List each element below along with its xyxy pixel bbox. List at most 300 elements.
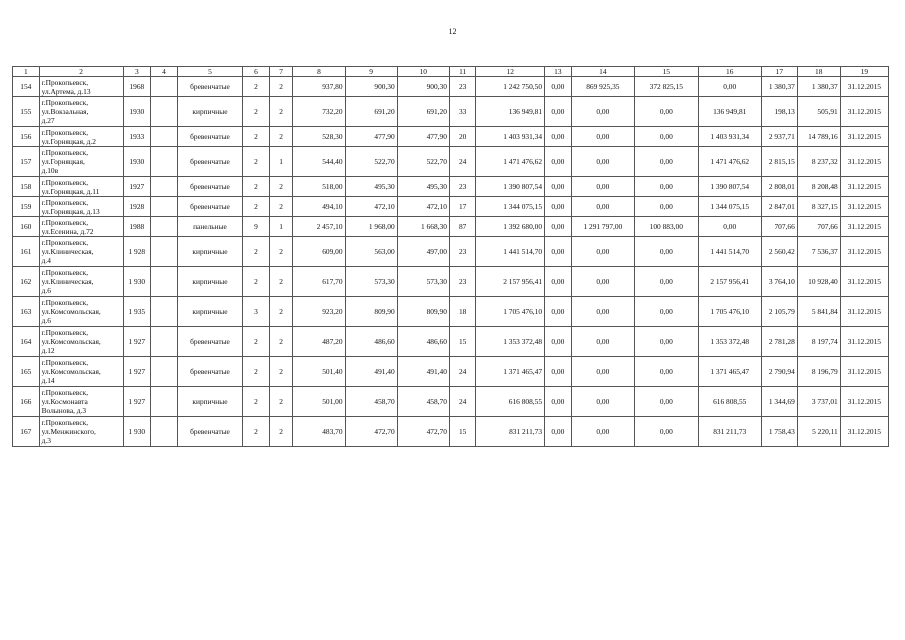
residents-cell: 23 (449, 77, 476, 97)
value-cell: 0,00 (571, 357, 634, 387)
value-cell: 3 737,01 (797, 387, 840, 417)
address-line: ул.Менжинского, (41, 427, 96, 436)
area-living-cell: 1 968,00 (345, 217, 397, 237)
value-cell: 1 403 931,34 (698, 127, 761, 147)
value-cell: 2 847,01 (761, 197, 797, 217)
value-cell: 136 949,81 (698, 97, 761, 127)
table-row (13, 127, 889, 147)
value-cell: 5 841,84 (797, 297, 840, 327)
year-cell: 1 930 (123, 417, 151, 447)
area-residential-cell: 900,30 (397, 77, 449, 97)
date-cell: 31.12.2015 (840, 327, 888, 357)
address-line: д.4 (41, 256, 51, 265)
total-cost-cell: 1 403 931,34 (476, 127, 545, 147)
entrances-cell: 2 (269, 237, 293, 267)
empty-cell (151, 297, 178, 327)
total-cost-cell: 831 211,73 (476, 417, 545, 447)
residents-cell: 15 (449, 327, 476, 357)
area-living-cell: 563,00 (345, 237, 397, 267)
value-cell: 2 790,94 (761, 357, 797, 387)
table-row (13, 237, 889, 267)
value-cell: 0,00 (635, 237, 698, 267)
residents-cell: 23 (449, 237, 476, 267)
wall-material-cell: кирпичные (177, 297, 242, 327)
empty-cell (151, 417, 178, 447)
area-living-cell: 495,30 (345, 177, 397, 197)
column-number: 11 (449, 67, 476, 77)
residents-cell: 15 (449, 417, 476, 447)
column-number: 7 (269, 67, 293, 77)
floors-cell: 2 (243, 97, 270, 127)
value-cell: 0,00 (545, 387, 572, 417)
value-cell: 0,00 (545, 217, 572, 237)
total-cost-cell: 2 157 956,41 (476, 267, 545, 297)
value-cell: 8 327,15 (797, 197, 840, 217)
wall-material-cell: бревенчатые (177, 77, 242, 97)
address-cell (39, 237, 123, 267)
address-line: д.6 (41, 316, 51, 325)
column-number-row (13, 67, 889, 77)
address-line: ул.Комсомольская, (41, 337, 101, 346)
year-cell: 1 927 (123, 387, 151, 417)
area-living-cell: 522,70 (345, 147, 397, 177)
address-line: г.Прокопьевск, (41, 418, 89, 427)
area-residential-cell: 491,40 (397, 357, 449, 387)
residents-cell: 23 (449, 267, 476, 297)
column-number: 16 (698, 67, 761, 77)
value-cell: 14 789,16 (797, 127, 840, 147)
value-cell: 0,00 (635, 297, 698, 327)
value-cell: 0,00 (635, 327, 698, 357)
empty-cell (151, 387, 178, 417)
total-cost-cell: 1 705 476,10 (476, 297, 545, 327)
area-residential-cell: 495,30 (397, 177, 449, 197)
value-cell: 1 705 476,10 (698, 297, 761, 327)
address-cell (39, 267, 123, 297)
address-cell (39, 387, 123, 417)
entrances-cell: 2 (269, 297, 293, 327)
year-cell: 1 927 (123, 327, 151, 357)
row-number: 156 (13, 127, 40, 147)
area-residential-cell: 497,00 (397, 237, 449, 267)
column-number: 13 (545, 67, 572, 77)
wall-material-cell: бревенчатые (177, 417, 242, 447)
address-line: ул.Космонавта (41, 397, 88, 406)
value-cell: 0,00 (571, 127, 634, 147)
column-number: 2 (39, 67, 123, 77)
table-row (13, 77, 889, 97)
address-line: ул.Клиническая, (41, 247, 94, 256)
area-cell: 2 457,10 (293, 217, 345, 237)
address-line: г.Прокопьевск, (41, 268, 89, 277)
wall-material-cell: бревенчатые (177, 357, 242, 387)
value-cell: 3 764,10 (761, 267, 797, 297)
value-cell: 0,00 (571, 327, 634, 357)
value-cell: 0,00 (635, 147, 698, 177)
entrances-cell: 2 (269, 417, 293, 447)
table-row (13, 327, 889, 357)
residents-cell: 20 (449, 127, 476, 147)
address-cell (39, 297, 123, 327)
entrances-cell: 1 (269, 217, 293, 237)
total-cost-cell: 616 808,55 (476, 387, 545, 417)
floors-cell: 2 (243, 357, 270, 387)
address-cell (39, 177, 123, 197)
column-number: 15 (635, 67, 698, 77)
residents-cell: 87 (449, 217, 476, 237)
value-cell: 198,13 (761, 97, 797, 127)
column-number: 3 (123, 67, 151, 77)
area-cell: 501,00 (293, 387, 345, 417)
table-row (13, 217, 889, 237)
value-cell: 2 560,42 (761, 237, 797, 267)
total-cost-cell: 1 242 750,50 (476, 77, 545, 97)
row-number: 155 (13, 97, 40, 127)
wall-material-cell: бревенчатые (177, 147, 242, 177)
row-number: 165 (13, 357, 40, 387)
value-cell: 0,00 (571, 297, 634, 327)
value-cell: 0,00 (545, 97, 572, 127)
area-residential-cell: 472,10 (397, 197, 449, 217)
year-cell: 1968 (123, 77, 151, 97)
year-cell: 1930 (123, 147, 151, 177)
row-number: 160 (13, 217, 40, 237)
row-number: 164 (13, 327, 40, 357)
address-line: г.Прокопьевск, (41, 388, 89, 397)
floors-cell: 9 (243, 217, 270, 237)
value-cell: 0,00 (545, 267, 572, 297)
year-cell: 1988 (123, 217, 151, 237)
address-cell (39, 417, 123, 447)
area-living-cell: 691,20 (345, 97, 397, 127)
value-cell: 0,00 (698, 217, 761, 237)
residents-cell: 24 (449, 147, 476, 177)
area-residential-cell: 691,20 (397, 97, 449, 127)
floors-cell: 2 (243, 197, 270, 217)
area-residential-cell: 522,70 (397, 147, 449, 177)
date-cell: 31.12.2015 (840, 97, 888, 127)
address-line: д.14 (41, 376, 55, 385)
table-row (13, 387, 889, 417)
address-cell (39, 357, 123, 387)
address-cell (39, 217, 123, 237)
column-number: 17 (761, 67, 797, 77)
area-living-cell: 900,30 (345, 77, 397, 97)
empty-cell (151, 97, 178, 127)
empty-cell (151, 357, 178, 387)
empty-cell (151, 177, 178, 197)
date-cell: 31.12.2015 (840, 197, 888, 217)
column-number: 10 (397, 67, 449, 77)
row-number: 162 (13, 267, 40, 297)
column-number: 6 (243, 67, 270, 77)
row-number: 159 (13, 197, 40, 217)
address-line: д.6 (41, 286, 51, 295)
value-cell: 2 808,01 (761, 177, 797, 197)
value-cell: 0,00 (635, 417, 698, 447)
value-cell: 0,00 (635, 387, 698, 417)
area-residential-cell: 486,60 (397, 327, 449, 357)
area-living-cell: 809,90 (345, 297, 397, 327)
value-cell: 0,00 (635, 97, 698, 127)
empty-cell (151, 267, 178, 297)
value-cell: 2 937,71 (761, 127, 797, 147)
value-cell: 0,00 (571, 177, 634, 197)
value-cell: 0,00 (571, 97, 634, 127)
value-cell: 0,00 (545, 147, 572, 177)
value-cell: 1 380,37 (761, 77, 797, 97)
total-cost-cell: 1 390 807,54 (476, 177, 545, 197)
address-line: ул.Артема, д.13 (41, 86, 91, 96)
residents-cell: 23 (449, 177, 476, 197)
value-cell: 707,66 (797, 217, 840, 237)
area-cell: 494,10 (293, 197, 345, 217)
date-cell: 31.12.2015 (840, 177, 888, 197)
residents-cell: 17 (449, 197, 476, 217)
entrances-cell: 2 (269, 357, 293, 387)
area-cell: 483,70 (293, 417, 345, 447)
row-number: 161 (13, 237, 40, 267)
table-row (13, 297, 889, 327)
table-row (13, 147, 889, 177)
value-cell: 0,00 (545, 327, 572, 357)
wall-material-cell: бревенчатые (177, 177, 242, 197)
value-cell: 1 380,37 (797, 77, 840, 97)
total-cost-cell: 1 344 075,15 (476, 197, 545, 217)
area-cell: 544,40 (293, 147, 345, 177)
value-cell: 0,00 (571, 417, 634, 447)
column-number: 19 (840, 67, 888, 77)
value-cell: 0,00 (545, 417, 572, 447)
column-number: 9 (345, 67, 397, 77)
entrances-cell: 2 (269, 327, 293, 357)
residents-cell: 24 (449, 357, 476, 387)
date-cell: 31.12.2015 (840, 217, 888, 237)
address-line: г.Прокопьевск, (41, 238, 89, 247)
entrances-cell: 2 (269, 97, 293, 127)
floors-cell: 2 (243, 237, 270, 267)
entrances-cell: 2 (269, 197, 293, 217)
column-number: 1 (13, 67, 40, 77)
value-cell: 1 353 372,48 (698, 327, 761, 357)
address-line: ул.Горняцкая, д.11 (41, 186, 100, 196)
area-residential-cell: 472,70 (397, 417, 449, 447)
value-cell: 7 536,37 (797, 237, 840, 267)
address-line: д.27 (41, 116, 55, 125)
floors-cell: 2 (243, 267, 270, 297)
value-cell: 0,00 (571, 237, 634, 267)
address-line: г.Прокопьевск, (41, 77, 89, 87)
value-cell: 1 344 075,15 (698, 197, 761, 217)
wall-material-cell: панельные (177, 217, 242, 237)
area-living-cell: 573,30 (345, 267, 397, 297)
area-residential-cell: 573,30 (397, 267, 449, 297)
floors-cell: 3 (243, 297, 270, 327)
address-line: г.Прокопьевск, (41, 298, 89, 307)
table-row (13, 267, 889, 297)
area-living-cell: 491,40 (345, 357, 397, 387)
row-number: 154 (13, 77, 40, 97)
entrances-cell: 2 (269, 387, 293, 417)
wall-material-cell: кирпичные (177, 97, 242, 127)
value-cell: 0,00 (571, 267, 634, 297)
address-line: д.12 (41, 346, 55, 355)
area-living-cell: 458,70 (345, 387, 397, 417)
value-cell: 1 758,43 (761, 417, 797, 447)
year-cell: 1 935 (123, 297, 151, 327)
area-cell: 732,20 (293, 97, 345, 127)
address-line: ул.Есенина, д.72 (41, 226, 94, 236)
value-cell: 0,00 (635, 197, 698, 217)
year-cell: 1933 (123, 127, 151, 147)
wall-material-cell: бревенчатые (177, 327, 242, 357)
year-cell: 1 930 (123, 267, 151, 297)
date-cell: 31.12.2015 (840, 357, 888, 387)
row-number: 157 (13, 147, 40, 177)
area-cell: 617,70 (293, 267, 345, 297)
date-cell: 31.12.2015 (840, 297, 888, 327)
value-cell: 1 390 807,54 (698, 177, 761, 197)
value-cell: 1 291 797,00 (571, 217, 634, 237)
value-cell: 2 815,15 (761, 147, 797, 177)
value-cell: 1 471 476,62 (698, 147, 761, 177)
value-cell: 869 925,35 (571, 77, 634, 97)
value-cell: 8 208,48 (797, 177, 840, 197)
entrances-cell: 2 (269, 127, 293, 147)
area-residential-cell: 1 668,30 (397, 217, 449, 237)
value-cell: 0,00 (545, 197, 572, 217)
area-living-cell: 472,10 (345, 197, 397, 217)
address-line: г.Прокопьевск, (41, 358, 89, 367)
column-number: 14 (571, 67, 634, 77)
value-cell: 100 883,00 (635, 217, 698, 237)
wall-material-cell: кирпичные (177, 237, 242, 267)
value-cell: 0,00 (545, 127, 572, 147)
value-cell: 8 237,32 (797, 147, 840, 177)
address-cell (39, 127, 123, 147)
total-cost-cell: 1 353 372,48 (476, 327, 545, 357)
empty-cell (151, 237, 178, 267)
year-cell: 1928 (123, 197, 151, 217)
value-cell: 2 157 956,41 (698, 267, 761, 297)
residents-cell: 33 (449, 97, 476, 127)
total-cost-cell: 1 371 465,47 (476, 357, 545, 387)
year-cell: 1927 (123, 177, 151, 197)
address-line: ул.Комсомольская, (41, 367, 101, 376)
empty-cell (151, 127, 178, 147)
value-cell: 0,00 (635, 357, 698, 387)
area-cell: 609,00 (293, 237, 345, 267)
total-cost-cell: 1 471 476,62 (476, 147, 545, 177)
year-cell: 1 928 (123, 237, 151, 267)
wall-material-cell: бревенчатые (177, 197, 242, 217)
table-row (13, 197, 889, 217)
address-line: ул.Горняцкая, д.2 (41, 136, 96, 146)
date-cell: 31.12.2015 (840, 267, 888, 297)
date-cell: 31.12.2015 (840, 77, 888, 97)
date-cell: 31.12.2015 (840, 387, 888, 417)
address-cell (39, 147, 123, 177)
address-line: г.Прокопьевск, (41, 127, 89, 137)
value-cell: 2 781,28 (761, 327, 797, 357)
date-cell: 31.12.2015 (840, 237, 888, 267)
address-line: ул.Горняцкая, д.13 (41, 206, 100, 216)
address-cell (39, 327, 123, 357)
area-cell: 528,30 (293, 127, 345, 147)
column-number: 18 (797, 67, 840, 77)
value-cell: 0,00 (545, 297, 572, 327)
empty-cell (151, 147, 178, 177)
floors-cell: 2 (243, 327, 270, 357)
residents-cell: 18 (449, 297, 476, 327)
wall-material-cell: кирпичные (177, 267, 242, 297)
total-cost-cell: 1 392 680,00 (476, 217, 545, 237)
row-number: 158 (13, 177, 40, 197)
area-cell: 501,40 (293, 357, 345, 387)
floors-cell: 2 (243, 77, 270, 97)
value-cell: 1 441 514,70 (698, 237, 761, 267)
floors-cell: 2 (243, 417, 270, 447)
date-cell: 31.12.2015 (840, 127, 888, 147)
year-cell: 1 927 (123, 357, 151, 387)
value-cell: 0,00 (545, 77, 572, 97)
floors-cell: 2 (243, 387, 270, 417)
address-line: д.10в (41, 166, 59, 175)
area-residential-cell: 477,90 (397, 127, 449, 147)
entrances-cell: 2 (269, 177, 293, 197)
wall-material-cell: бревенчатые (177, 127, 242, 147)
area-living-cell: 472,70 (345, 417, 397, 447)
total-cost-cell: 136 949,81 (476, 97, 545, 127)
area-living-cell: 477,90 (345, 127, 397, 147)
column-number: 12 (476, 67, 545, 77)
value-cell: 0,00 (571, 197, 634, 217)
empty-cell (151, 77, 178, 97)
row-number: 167 (13, 417, 40, 447)
value-cell: 1 371 465,47 (698, 357, 761, 387)
column-number: 8 (293, 67, 345, 77)
floors-cell: 2 (243, 147, 270, 177)
value-cell: 8 197,74 (797, 327, 840, 357)
area-living-cell: 486,60 (345, 327, 397, 357)
area-cell: 487,20 (293, 327, 345, 357)
empty-cell (151, 217, 178, 237)
value-cell: 8 196,79 (797, 357, 840, 387)
table-row (13, 177, 889, 197)
area-cell: 923,20 (293, 297, 345, 327)
area-cell: 937,80 (293, 77, 345, 97)
area-residential-cell: 458,70 (397, 387, 449, 417)
address-line: г.Прокопьевск, (41, 217, 89, 227)
address-line: г.Прокопьевск, (41, 148, 89, 157)
year-cell: 1930 (123, 97, 151, 127)
value-cell: 0,00 (571, 147, 634, 177)
address-line: г.Прокопьевск, (41, 98, 89, 107)
table-row (13, 417, 889, 447)
value-cell: 372 825,15 (635, 77, 698, 97)
residents-cell: 24 (449, 387, 476, 417)
data-table (12, 66, 889, 447)
address-cell (39, 197, 123, 217)
entrances-cell: 1 (269, 147, 293, 177)
address-line: ул.Горняцкая, (41, 157, 85, 166)
address-line: г.Прокопьевск, (41, 177, 89, 187)
value-cell: 5 220,11 (797, 417, 840, 447)
entrances-cell: 2 (269, 267, 293, 297)
address-line: ул.Клиническая, (41, 277, 94, 286)
value-cell: 831 211,73 (698, 417, 761, 447)
value-cell: 0,00 (698, 77, 761, 97)
